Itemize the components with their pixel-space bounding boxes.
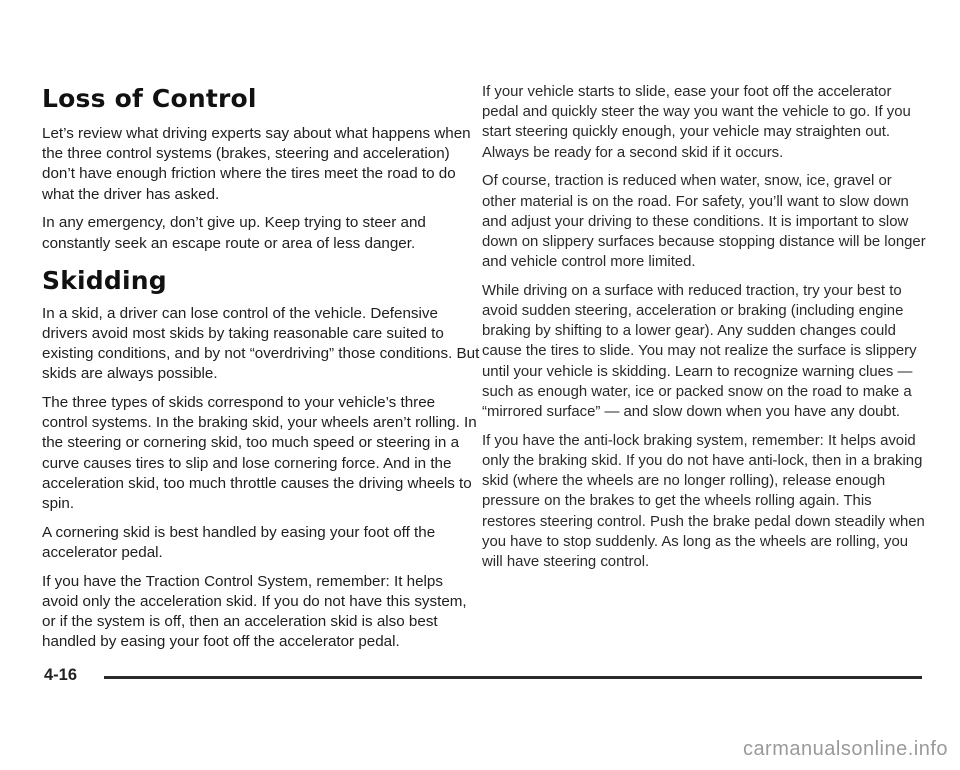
paragraph-vehicle-slide: If your vehicle starts to slide, ease your foot off the accelerator pedal and quickly steer the way you want the vehicle to go. If you start steering quickly enough, your vehicle may straighten out. Always be ready for a second skid if it occurs. bbox=[482, 84, 911, 161]
left-column bbox=[42, 82, 482, 661]
paragraph-avoid-sudden: While driving on a surface with reduced traction, try your best to avoid sudden steering, acceleration or braking (including engine braking by shifting to a lower gear). Any sudden changes could cause the tires to slide. You may not realize the surface is slippery until your vehicle is skidding. Learn to recognize warning clues — such as enough water, ice or packed snow on the road to make a “mirrored surface” — and slow down when you have any doubt. bbox=[482, 282, 917, 421]
watermark-text: carmanualsonline.info bbox=[742, 738, 948, 760]
right-column bbox=[482, 82, 927, 581]
paragraph-anti-lock: If you have the anti-lock braking system, remember: It helps avoid only the braking skid. If you do not have anti-lock, then in a braking skid (where the wheels are no longer rolling), release enough pressure on the brakes to get the wheels rolling again. This restores steering control. Push the brake pedal down steadily when you have to stop suddenly. As long as the wheels are rolling, you will have steering control. bbox=[482, 432, 925, 570]
page-number: 4-16 bbox=[44, 666, 78, 684]
paragraph-traction-control: If you have the Traction Control System, remember: It helps avoid only the acceleration skid. If you do not have this system, or if the system is off, then an acceleration skid is also best handled by easing your foot off the accelerator pedal. bbox=[42, 572, 467, 651]
footer-divider bbox=[104, 676, 922, 679]
paragraph-skid-types: The three types of skids correspond to your vehicle’s three control systems. In the braking skid, your wheels aren’t rolling. In the steering or cornering skid, too much speed or steering in a curve causes tires to slip and lose cornering force. And in the acceleration skid, too much throttle causes the driving wheels to spin. bbox=[42, 394, 477, 513]
paragraph-reduced-traction: Of course, traction is reduced when water, snow, ice, gravel or other material is on the road. For safety, you’ll want to slow down and adjust your driving to these conditions. It is important to slow down on slippery surfaces because stopping distance will be longer and vehicle control more limited. bbox=[482, 173, 926, 271]
heading-skidding: Skidding bbox=[42, 265, 167, 295]
paragraph-friction: Let’s review what driving experts say about what happens when the three control systems (brakes, steering and acceleration) don’t have enough friction where the tires meet the road to do what the driver has asked. bbox=[42, 125, 471, 203]
paragraph-skid-intro: In a skid, a driver can lose control of the vehicle. Defensive drivers avoid most skids by taking reasonable care suited to existing conditions, and by not “overdriving” those conditions. But skids are always possible. bbox=[42, 304, 480, 383]
heading-loss-of-control: Loss of Control bbox=[42, 84, 257, 113]
paragraph-emergency: In any emergency, don’t give up. Keep trying to steer and constantly seek an escape route or area of less danger. bbox=[42, 214, 426, 252]
paragraph-cornering-skid: A cornering skid is best handled by easing your foot off the accelerator pedal. bbox=[42, 523, 436, 561]
